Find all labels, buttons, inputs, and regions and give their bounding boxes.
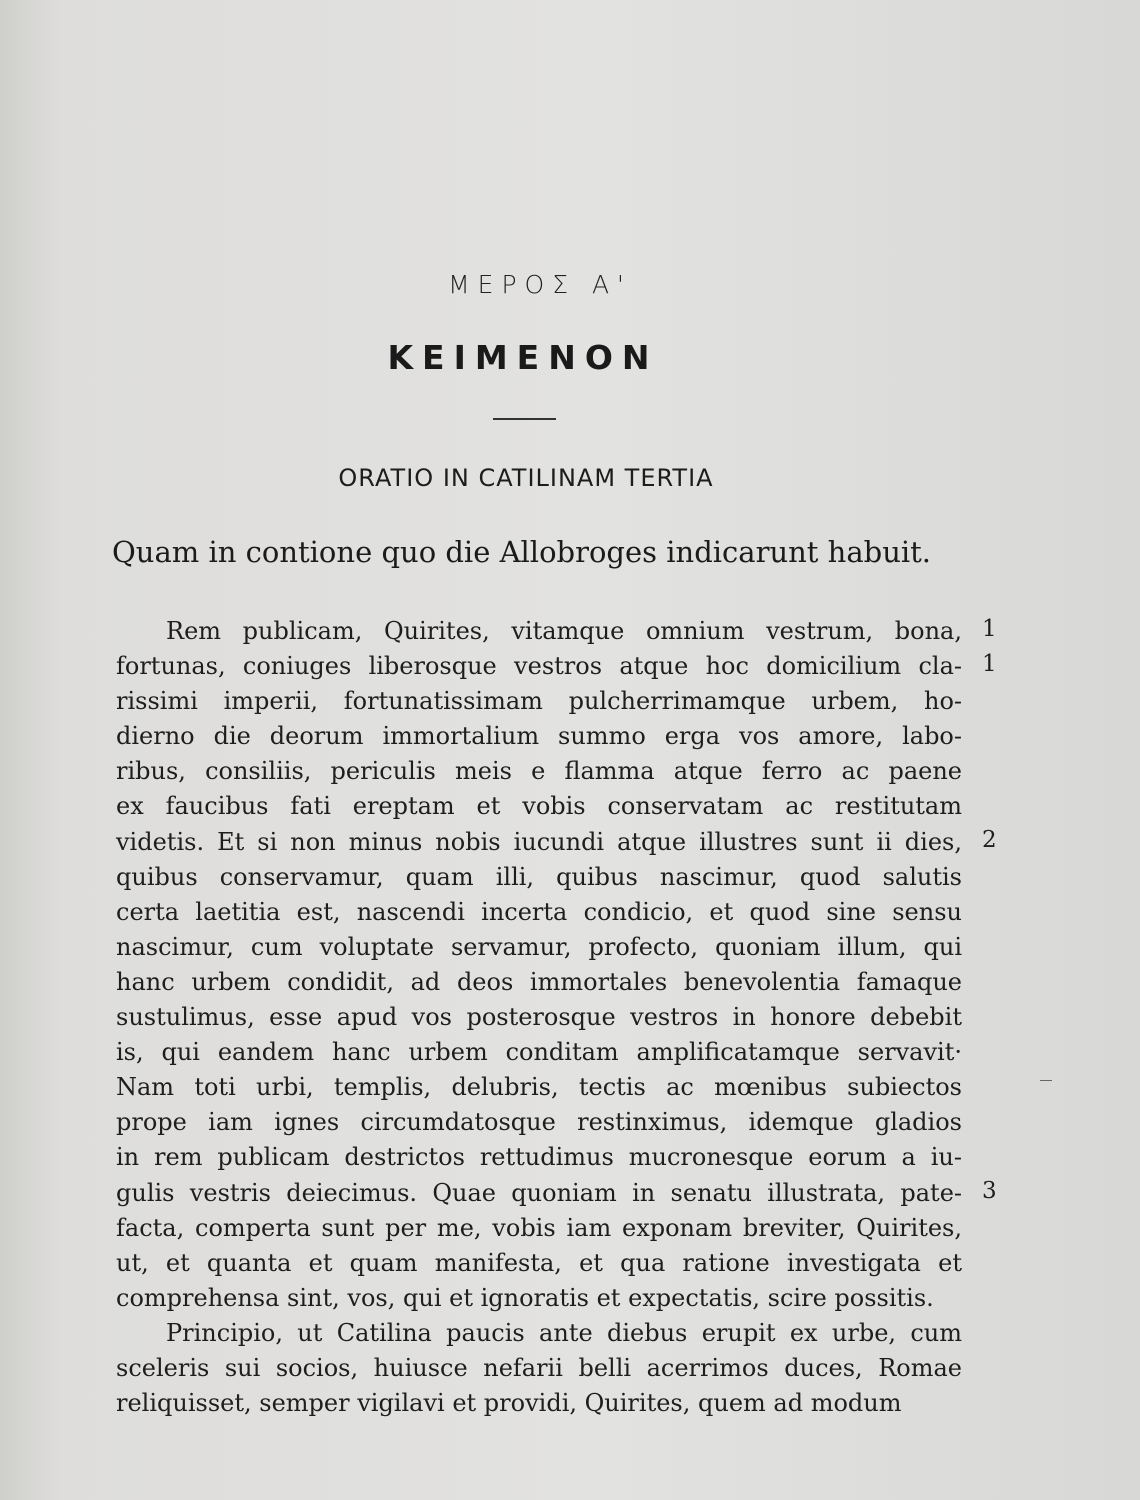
section-number: 1 — [982, 616, 997, 642]
section-number: 1 — [982, 651, 997, 678]
text-line: videtis. Et si non minus nobis iucundi atque illustres sunt ii dies, — [116, 827, 962, 856]
main-title: ΚΕΙΜΕΝΟΝ — [387, 338, 659, 377]
text-line: quibus conservamur, quam illi, quibus nascimur, quod salutis — [116, 862, 962, 891]
oration-subtitle: Quam in contione quo die Allobroges indicarunt habuit. — [112, 535, 932, 569]
text-line: in rem publicam destrictos rettudimus mucronesque eorum a iu- — [116, 1143, 962, 1172]
text-line: Rem publicam, Quirites, vitamque omnium vestrum, bona, — [166, 617, 962, 645]
text-line: ut, et quanta et quam manifesta, et qua ratione investigata et — [116, 1248, 962, 1277]
part-heading: ΜΕΡΟΣ Α' — [448, 270, 632, 299]
text-line: certa laetitia est, nascendi incerta condicio, et quod sine sensu — [116, 897, 962, 926]
text-line: is, qui eandem hanc urbem conditam amplificatamque servavit· — [116, 1038, 962, 1067]
text-line: prope iam ignes circumdatosque restinximus, idemque gladios — [116, 1108, 962, 1137]
section-number: 2 — [982, 826, 997, 853]
section-number: 3 — [982, 1177, 997, 1204]
text-line: hanc urbem condidit, ad deos immortales benevolentia famaque — [116, 967, 962, 996]
paragraph — [116, 614, 962, 1316]
text-line: ex faucibus fati ereptam et vobis conservatam ac restitutam — [116, 792, 962, 821]
body-text — [116, 614, 962, 1421]
margin-dash — [1040, 1080, 1052, 1081]
text-line: rissimi imperii, fortunatissimam pulcherrimamque urbem, ho- — [116, 687, 962, 716]
text-line: fortunas, coniuges liberosque vestros atque hoc domicilium cla- — [116, 652, 962, 681]
text-line: sceleris sui socios, huiusce nefarii belli acerrimos duces, Romae — [116, 1353, 962, 1382]
text-line: ribus, consiliis, periculis meis e flamma atque ferro ac paene — [116, 757, 962, 786]
text-line: facta, comperta sunt per me, vobis iam exponam breviter, Quirites, — [116, 1213, 962, 1242]
text-line: sustulimus, esse apud vos posterosque vestros in honore debebit — [116, 1003, 962, 1032]
text-line: Principio, ut Catilina paucis ante diebus erupit ex urbe, cum — [166, 1318, 962, 1347]
title-rule — [493, 418, 556, 420]
text-line: gulis vestris deiecimus. Quae quoniam in senatu illustrata, pate- — [116, 1178, 962, 1207]
text-line: dierno die deorum immortalium summo erga vos amore, labo- — [116, 722, 962, 751]
oration-title: ORATIO IN CATILINAM TERTIA — [338, 464, 714, 492]
text-line: nascimur, cum voluptate servamur, profecto, quoniam illum, qui — [116, 932, 962, 961]
paragraph — [116, 1316, 962, 1421]
text-line: Nam toti urbi, templis, delubris, tectis ac mœnibus subiectos — [116, 1073, 962, 1102]
text-line: reliquisset, semper vigilavi et providi, Quirites, quem ad modum — [116, 1389, 902, 1418]
text-line: comprehensa sint, vos, qui et ignoratis et expectatis, scire possitis. — [116, 1283, 934, 1312]
